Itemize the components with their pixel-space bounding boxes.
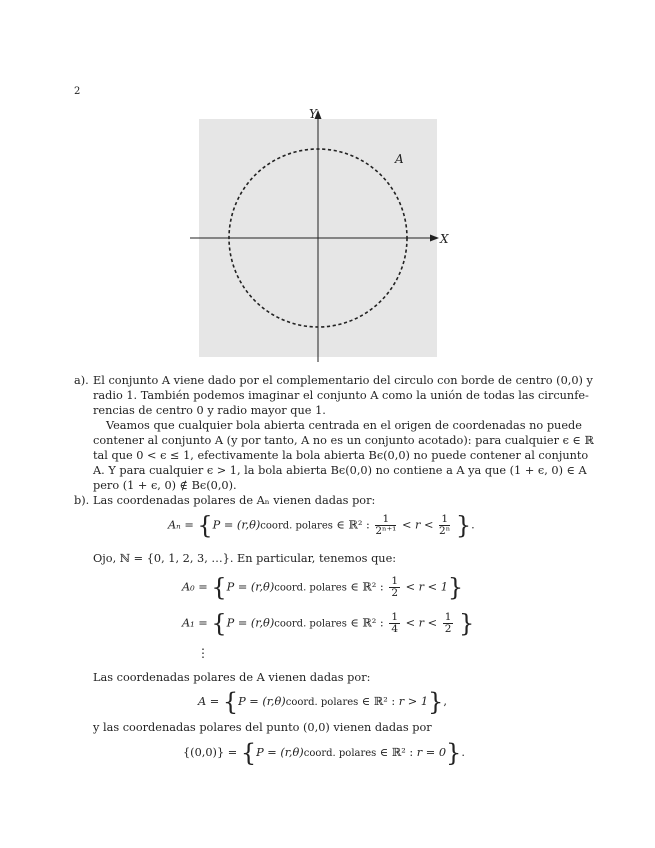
- page-number: 2: [74, 86, 81, 97]
- equation-origin: {(0,0)} = {P = (r,θ)coord. polares ∈ ℝ² : r = 0}.: [183, 739, 465, 767]
- part-a-marker: a).: [74, 374, 89, 387]
- x-axis-label: X: [440, 232, 449, 246]
- equation-A: A = {P = (r,θ)coord. polares ∈ ℝ² : r > 1},: [198, 688, 447, 716]
- y-axis-label: Y: [309, 107, 317, 121]
- ojo-line: Ojo, ℕ = {0, 1, 2, 3, …}. En particular, tenemos que:: [93, 552, 397, 565]
- set-label-A: A: [395, 152, 404, 166]
- set-figure: [190, 100, 455, 362]
- part-a-line-6: tal que 0 < ϵ ≤ 1, efectivamente la bola abierta Bϵ(0,0) no puede contener al conjunto: [93, 449, 589, 462]
- part-a-line-7: A. Y para cualquier ϵ > 1, la bola abierta Bϵ(0,0) no contiene a A ya que (1 + ϵ, 0) ∈ A: [93, 464, 587, 477]
- part-a-line-5: contener al conjunto A (y por tanto, A no es un conjunto acotado): para cualquier ϵ ∈ ℝ: [93, 434, 594, 447]
- part-a-line-1: El conjunto A viene dado por el complementario del circulo con borde de centro (0,0) y: [93, 374, 593, 387]
- vertical-dots: ⋮: [197, 646, 209, 660]
- part-a-line-3: rencias de centro 0 y radio mayor que 1.: [93, 404, 326, 417]
- equation-An: Aₙ = {P = (r,θ)coord. polares ∈ ℝ² : $\frac{1}{\text{2ⁿ⁺¹}}$ < r < $\frac{1}{\text{2ⁿ}}$ }.: [168, 511, 475, 540]
- part-b-marker: b).: [74, 494, 90, 507]
- part-a-line-2: radio 1. También podemos imaginar el conjunto A como la unión de todas las circunfe-: [93, 389, 589, 402]
- part-a-line-8: pero (1 + ϵ, 0) ∉ Bϵ(0,0).: [93, 479, 237, 492]
- part-a-line-4: Veamos que cualquier bola abierta centrada en el origen de coordenadas no puede: [106, 419, 582, 432]
- equation-A1: A₁ = {P = (r,θ)coord. polares ∈ ℝ² : $\frac{1}{4}$ < r < $\frac{1}{2}$ }: [182, 609, 475, 638]
- equation-A0: A₀ = {P = (r,θ)coord. polares ∈ ℝ² : $\frac{1}{2}$ < r < 1}: [182, 573, 464, 602]
- part-b-intro: Las coordenadas polares de Aₙ vienen dadas por:: [93, 494, 376, 507]
- polar-origin-intro: y las coordenadas polares del punto (0,0) vienen dadas por: [93, 721, 432, 734]
- polar-A-intro: Las coordenadas polares de A vienen dadas por:: [93, 671, 371, 684]
